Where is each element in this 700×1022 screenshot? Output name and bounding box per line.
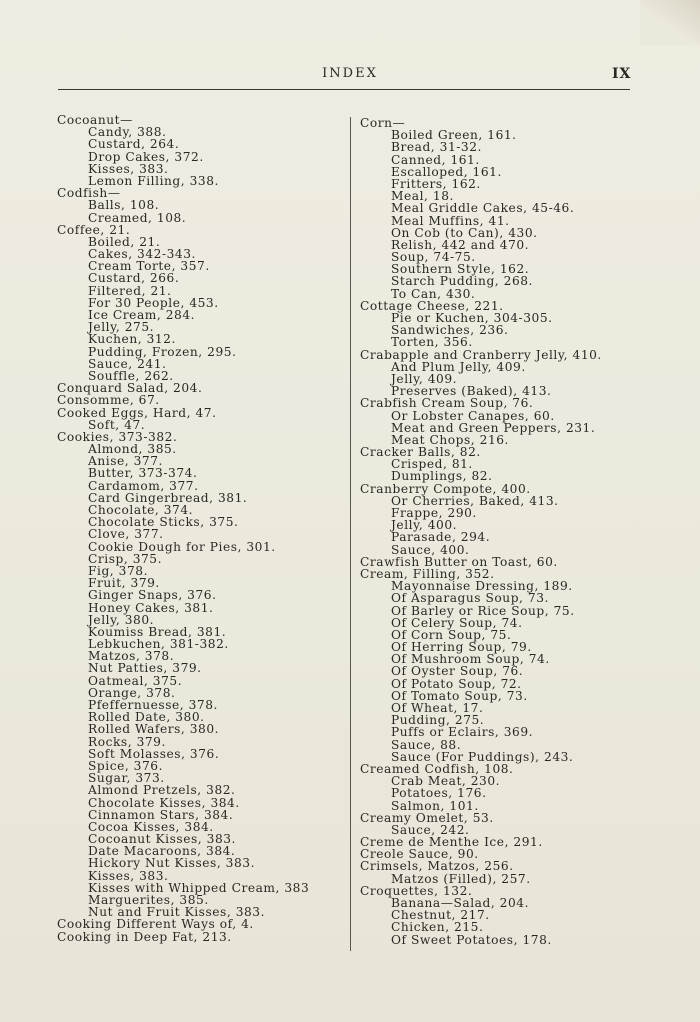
index-subentry: Crab Meat, 230. — [391, 774, 501, 789]
index-subentry: Jelly, 400. — [391, 518, 458, 533]
index-subentry: Kisses, 383. — [88, 868, 169, 883]
index-entry: Creole Sauce, 90. — [360, 847, 479, 862]
index-subentry: Orange, 378. — [88, 685, 176, 700]
index-subentry: Rolled Date, 380. — [88, 710, 205, 725]
index-subentry: Of Asparagus Soup, 73. — [391, 591, 549, 606]
index-subentry: Oatmeal, 375. — [88, 673, 183, 688]
index-subentry: Escalloped, 161. — [391, 164, 502, 179]
index-subentry: Meat and Green Peppers, 231. — [391, 420, 596, 435]
index-entry: Cracker Balls, 82. — [360, 445, 481, 460]
index-subentry: Sauce, 88. — [391, 737, 462, 752]
index-subentry: Fig, 378. — [88, 563, 148, 578]
index-subentry: Anise, 377. — [88, 454, 163, 469]
index-subentry: Filtered, 21. — [88, 283, 172, 298]
index-subentry: Honey Cakes, 381. — [88, 600, 214, 615]
index-subentry: Ginger Snaps, 376. — [88, 588, 217, 603]
index-subentry: Crisped, 81. — [391, 457, 473, 472]
index-subentry: Of Herring Soup, 79. — [391, 640, 532, 655]
index-entry: Crimsels, Matzos, 256. — [360, 859, 514, 874]
index-subentry: Marguerites, 385. — [88, 893, 209, 907]
index-entry: Creamed Codfish, 108. — [360, 761, 514, 776]
index-subentry: Dumplings, 82. — [391, 469, 493, 484]
index-subentry: Fruit, 379. — [88, 576, 160, 591]
index-subentry: Of Barley or Rice Soup, 75. — [391, 603, 575, 618]
index-entry: Consomme, 67. — [57, 393, 160, 408]
index-subentry: Jelly, 380. — [88, 612, 155, 627]
index-subentry: Creamed, 108. — [88, 210, 187, 225]
index-entry: Crabfish Cream Soup, 76. — [360, 396, 534, 411]
index-subentry: Cocoanut Kisses, 383. — [88, 832, 236, 847]
index-subentry: Southern Style, 162. — [391, 262, 530, 277]
index-subentry: Of Corn Soup, 75. — [391, 627, 512, 642]
index-entry: Creme de Menthe Ice, 291. — [360, 835, 543, 850]
index-subentry: Jelly, 409. — [391, 371, 458, 386]
index-subentry: Mayonnaise Dressing, 189. — [391, 579, 573, 594]
index-entry: Croquettes, 132. — [360, 883, 473, 898]
index-subentry: Kisses with Whipped Cream, 383 — [88, 880, 310, 895]
index-subentry: Boiled Green, 161. — [391, 128, 517, 143]
index-column-left — [57, 114, 309, 943]
index-subentry: Potatoes, 176. — [391, 786, 487, 801]
index-subentry: Kisses, 383. — [88, 161, 169, 176]
index-subentry: Custard, 264. — [88, 137, 180, 152]
index-subentry: Matzos (Filled), 257. — [391, 871, 531, 886]
index-subentry: Of Tomato Soup, 73. — [391, 688, 528, 703]
index-subentry: Soft Molasses, 376. — [88, 746, 220, 761]
index-entry: Cream, Filling, 352. — [360, 566, 495, 581]
index-subentry: Nut and Fruit Kisses, 383. — [88, 905, 266, 920]
index-subentry: Pfeffernuesse, 378. — [88, 698, 218, 712]
header-rule — [58, 89, 630, 90]
index-subentry: Cakes, 342-343. — [88, 247, 196, 262]
index-subentry: Spice, 376. — [88, 758, 164, 773]
index-subentry: Of Mushroom Soup, 74. — [391, 652, 550, 667]
index-subentry: Pie or Kuchen, 304-305. — [391, 311, 553, 325]
index-subentry: Koumiss Bread, 381. — [88, 624, 227, 639]
index-subentry: Sandwiches, 236. — [391, 323, 509, 338]
index-subentry: Parasade, 294. — [391, 530, 491, 545]
page-corner-fold — [640, 0, 700, 45]
index-subentry: Kuchen, 312. — [88, 332, 176, 347]
index-entry: Coffee, 21. — [57, 222, 131, 237]
index-subentry: Meal Griddle Cakes, 45-46. — [391, 201, 575, 216]
index-subentry: Rocks, 379. — [88, 734, 166, 749]
index-subentry: Fritters, 162. — [391, 176, 481, 191]
index-subentry: Hickory Nut Kisses, 383. — [88, 856, 256, 871]
index-subentry: Boiled, 21. — [88, 234, 161, 249]
index-subentry: Or Cherries, Baked, 413. — [391, 493, 559, 508]
index-entry: Cooking in Deep Fat, 213. — [57, 929, 232, 944]
index-subentry: For 30 People, 453. — [88, 295, 219, 310]
index-subentry: Of Celery Soup, 74. — [391, 615, 523, 630]
index-subentry: Chestnut, 217. — [391, 908, 490, 923]
index-subentry: Crisp, 375. — [88, 551, 163, 566]
index-entry: Creamy Omelet, 53. — [360, 810, 494, 825]
index-subentry: Ice Cream, 284. — [88, 308, 196, 322]
index-subentry: Preserves (Baked), 413. — [391, 384, 552, 399]
page-number: IX — [612, 66, 632, 82]
index-subentry: Sauce, 241. — [88, 356, 167, 371]
index-entry: Codfish— — [57, 186, 121, 201]
index-subentry: On Cob (to Can), 430. — [391, 225, 538, 240]
index-subentry: Balls, 108. — [88, 198, 160, 213]
index-subentry: Starch Pudding, 268. — [391, 274, 533, 289]
index-subentry: Or Lobster Canapes, 60. — [391, 408, 555, 423]
index-subentry: Canned, 161. — [391, 152, 480, 167]
index-subentry: Pudding, Frozen, 295. — [88, 344, 237, 359]
index-subentry: Pudding, 275. — [391, 713, 485, 728]
index-entry: Conquard Salad, 204. — [57, 381, 203, 396]
index-subentry: Cardamom, 377. — [88, 478, 199, 493]
index-entry: Cocoanut— — [57, 113, 133, 127]
index-subentry: Bread, 31-32. — [391, 140, 482, 155]
index-subentry: And Plum Jelly, 409. — [391, 359, 526, 374]
index-subentry: Souffle, 262. — [88, 368, 174, 383]
index-subentry: Sugar, 373. — [88, 771, 165, 786]
index-subentry: Relish, 442 and 470. — [391, 237, 530, 252]
index-subentry: Frappe, 290. — [391, 506, 477, 520]
index-subentry: Date Macaroons, 384. — [88, 844, 236, 859]
index-entry: Crabapple and Cranberry Jelly, 410. — [360, 347, 602, 362]
index-subentry: Jelly, 275. — [88, 320, 155, 335]
index-subentry: Nut Patties, 379. — [88, 661, 202, 676]
index-subentry: Custard, 266. — [88, 271, 180, 286]
index-subentry: Sauce (For Puddings), 243. — [391, 749, 574, 764]
index-subentry: Puffs or Eclairs, 369. — [391, 725, 534, 740]
index-subentry: Cream Torte, 357. — [88, 259, 210, 274]
index-entry: Cottage Cheese, 221. — [360, 298, 504, 313]
index-subentry: Salmon, 101. — [391, 798, 479, 813]
index-subentry: Almond Pretzels, 382. — [88, 783, 236, 798]
index-entry: Cooking Different Ways of, 4. — [57, 917, 254, 932]
index-subentry: Chocolate Sticks, 375. — [88, 515, 239, 530]
index-entry: Cooked Eggs, Hard, 47. — [57, 405, 217, 420]
index-subentry: Chicken, 215. — [391, 920, 484, 935]
index-subentry: Almond, 385. — [88, 442, 177, 457]
index-subentry: Cookie Dough for Pies, 301. — [88, 539, 276, 554]
index-subentry: Soft, 47. — [88, 417, 146, 432]
index-subentry: Lebkuchen, 381-382. — [88, 637, 229, 652]
index-subentry: Rolled Wafers, 380. — [88, 722, 220, 737]
index-subentry: Of Sweet Potatoes, 178. — [391, 932, 552, 947]
index-subentry: Chocolate, 374. — [88, 503, 194, 517]
index-subentry: Matzos, 378. — [88, 649, 175, 664]
index-subentry: Drop Cakes, 372. — [88, 149, 204, 164]
index-subentry: Clove, 377. — [88, 527, 164, 542]
index-entry: Cookies, 373-382. — [57, 429, 178, 444]
index-subentry: Sauce, 242. — [391, 822, 470, 837]
index-subentry: Butter, 373-374. — [88, 466, 198, 481]
index-subentry: Card Gingerbread, 381. — [88, 490, 248, 505]
index-subentry: Cinnamon Stars, 384. — [88, 807, 234, 822]
index-entry: Cranberry Compote, 400. — [360, 481, 531, 496]
index-column-right — [360, 117, 602, 946]
index-subentry: Chocolate Kisses, 384. — [88, 795, 240, 810]
index-subentry: Candy, 388. — [88, 125, 167, 140]
index-subentry: Sauce, 400. — [391, 542, 470, 557]
index-subentry: Of Potato Soup, 72. — [391, 676, 522, 691]
index-subentry: Meal Muffins, 41. — [391, 213, 510, 228]
column-divider — [350, 117, 351, 951]
index-subentry: Meat Chops, 216. — [391, 432, 509, 447]
index-subentry: Banana—Salad, 204. — [391, 896, 530, 910]
index-entry: Crawfish Butter on Toast, 60. — [360, 554, 558, 569]
index-subentry: To Can, 430. — [391, 286, 476, 301]
page-title: INDEX — [322, 66, 378, 81]
index-subentry: Of Wheat, 17. — [391, 701, 484, 715]
index-subentry: Of Oyster Soup, 76. — [391, 664, 524, 679]
index-subentry: Torten, 356. — [391, 335, 473, 350]
index-entry: Corn— — [360, 116, 406, 130]
index-subentry: Cocoa Kisses, 384. — [88, 819, 214, 834]
index-subentry: Meal, 18. — [391, 189, 454, 204]
index-subentry: Lemon Filling, 338. — [88, 173, 219, 188]
index-subentry: Soup, 74-75. — [391, 250, 476, 265]
